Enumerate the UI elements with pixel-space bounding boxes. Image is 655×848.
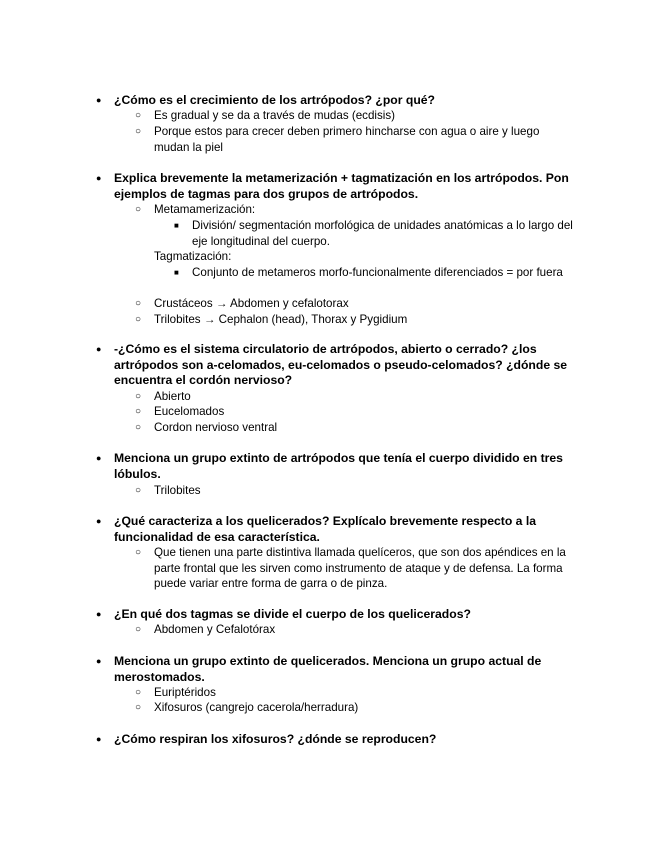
bullet-icon: ●	[96, 173, 102, 183]
answer-4-1: Trilobites	[154, 484, 201, 497]
question-2: Explica brevemente la metamerización + tagmatización en los artrópodos. Pon ejemplos de tagmas para dos grupos de artrópodos.	[114, 171, 569, 201]
bullet-icon: ●	[96, 344, 102, 354]
answer-7-2: Xifosuros (cangrejo cacerola/herradura)	[154, 701, 359, 714]
answer-5-1: Que tienen una parte distintiva llamada quelíceros, que son dos apéndices en la parte frontal que les sirven como instrumento de ataque y de defensa. La forma puede variar entre forma de garra o de pinza.	[154, 546, 566, 591]
circle-bullet-icon: ○	[135, 391, 142, 402]
bullet-icon: ●	[96, 95, 102, 105]
metamerizacion-label: Metamamerización:	[154, 203, 256, 216]
circle-bullet-icon: ○	[135, 624, 142, 635]
tagmatizacion-label: Tagmatización:	[154, 250, 232, 263]
tagma-example-2: Trilobites → Cephalon (head), Thorax y Pygidium	[154, 313, 408, 326]
answer-1-1: Es gradual y se da a través de mudas (ecdisis)	[154, 109, 396, 122]
circle-bullet-icon: ○	[135, 110, 142, 121]
answer-3-1: Abierto	[154, 390, 191, 403]
answer-7-1: Euriptéridos	[154, 686, 216, 699]
square-bullet-icon: ■	[174, 221, 179, 230]
circle-bullet-icon: ○	[135, 687, 142, 698]
bullet-icon: ●	[96, 516, 102, 526]
circle-bullet-icon: ○	[135, 406, 142, 417]
bullet-icon: ●	[96, 609, 102, 619]
tagmatizacion-definition: Conjunto de metameros morfo-funcionalmente diferenciados = por fuera	[192, 266, 563, 279]
answer-6-1: Abdomen y Cefalotórax	[154, 623, 276, 636]
circle-bullet-icon: ○	[135, 702, 142, 713]
circle-bullet-icon: ○	[135, 422, 142, 433]
question-1: ¿Cómo es el crecimiento de los artrópodos? ¿por qué?	[114, 93, 435, 107]
question-6: ¿En qué dos tagmas se divide el cuerpo de los quelicerados?	[114, 607, 471, 621]
bullet-icon: ●	[96, 453, 102, 463]
question-3: -¿Cómo es el sistema circulatorio de artrópodos, abierto o cerrado? ¿los artrópodos son a-celomados, eu-celomados o pseudo-celomados? ¿dónde se encuentra el cordón nervioso?	[114, 342, 568, 388]
circle-bullet-icon: ○	[135, 485, 142, 496]
circle-bullet-icon: ○	[135, 298, 142, 309]
metamerizacion-definition: División/ segmentación morfológica de unidades anatómicas a lo largo del eje longitudinal del cuerpo.	[192, 219, 573, 248]
question-4: Menciona un grupo extinto de artrópodos que tenía el cuerpo dividido en tres lóbulos.	[114, 451, 563, 481]
answer-1-2: Porque estos para crecer deben primero hincharse con agua o aire y luego mudan la piel	[154, 125, 540, 154]
question-7: Menciona un grupo extinto de quelicerados. Menciona un grupo actual de merostomados.	[114, 654, 542, 684]
question-5: ¿Qué caracteriza a los quelicerados? Explícalo brevemente respecto a la funcionalidad de esa característica.	[114, 514, 537, 544]
circle-bullet-icon: ○	[135, 204, 142, 215]
bullet-icon: ●	[96, 734, 102, 744]
circle-bullet-icon: ○	[135, 314, 142, 325]
bullet-icon: ●	[96, 656, 102, 666]
answer-3-3: Cordon nervioso ventral	[154, 421, 278, 434]
answer-3-2: Eucelomados	[154, 405, 225, 418]
tagma-example-1: Crustáceos → Abdomen y cefalotorax	[154, 297, 349, 310]
circle-bullet-icon: ○	[135, 547, 142, 558]
circle-bullet-icon: ○	[135, 126, 142, 137]
square-bullet-icon: ■	[174, 268, 179, 277]
question-8: ¿Cómo respiran los xifosuros? ¿dónde se reproducen?	[114, 732, 437, 746]
